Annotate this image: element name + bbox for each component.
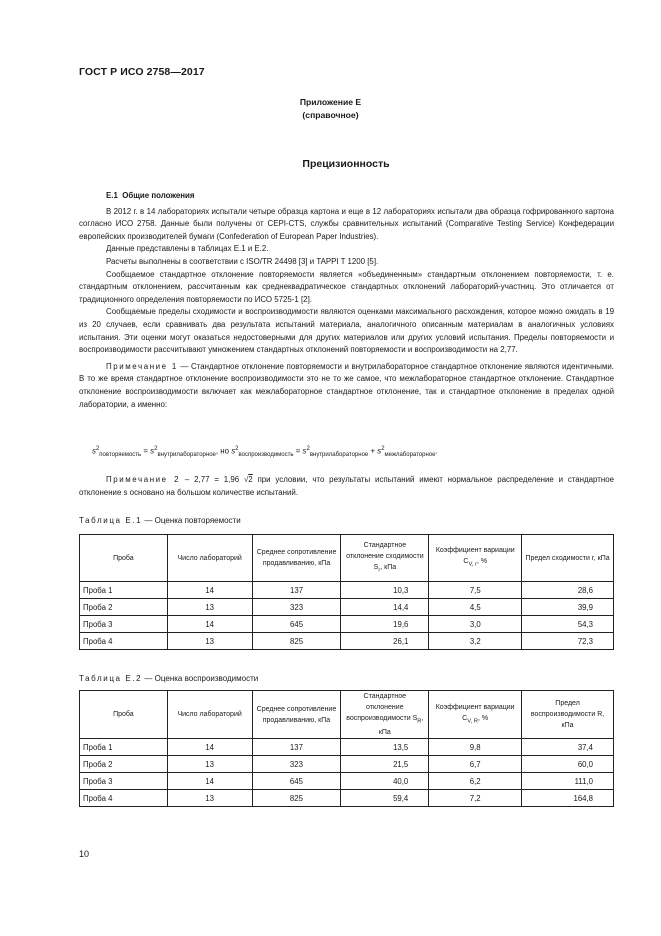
annex-heading bbox=[0, 96, 661, 122]
note-1-text: — Стандартное отклонение повторяемости и внутрилабораторное стандартное отклонение являются идентичными. В то же время стандартное отклонение воспроизводимости это не то же самое, что межлабораторное стандартное отклонение. Стандартное отклонение воспроизводимости включает как межлабораторное стандартное отклонение, так и стандартное отклонение в пределах одной лаборатории, а именно: bbox=[79, 361, 614, 409]
table-cell: Проба 4 bbox=[80, 633, 168, 650]
table-cell: Проба 3 bbox=[80, 773, 168, 790]
table-cell: 164,8 bbox=[522, 790, 614, 807]
paragraph: Сообщаемые пределы сходимости и воспроизводимости являются оценками максимального расхождения, которое можно ожидать в 19 из 20 случаев, если сравнивать два результата испытаний материала, аналогичного описанным материалам в аналогичных условиях испытания. Эти оценки могут оказаться недостоверными для других материалов или других условий испытания. Пределы повторяемости и воспроизводимости рассчитывают умножением стандартных отклонений повторяемости и воспроизводимости на 2,77. bbox=[79, 307, 614, 355]
formula-exp: 2 bbox=[306, 446, 310, 452]
table-cell: 4,5 bbox=[429, 599, 522, 616]
note-2-pre: – 2,77 = 1,96 bbox=[180, 475, 244, 484]
table-cell: 13 bbox=[167, 599, 252, 616]
table-cell: 21,5 bbox=[341, 756, 429, 773]
header-unit: , кПа bbox=[378, 715, 424, 737]
table-row bbox=[80, 616, 614, 633]
table-cell: Проба 3 bbox=[80, 616, 168, 633]
table-cell: 14 bbox=[167, 582, 252, 599]
table-cell: Проба 2 bbox=[80, 756, 168, 773]
table-header-row bbox=[80, 691, 614, 739]
table-row bbox=[80, 790, 614, 807]
table-cell: 28,6 bbox=[522, 582, 614, 599]
header-unit: , % bbox=[476, 558, 488, 566]
header-subscript: V, r bbox=[468, 561, 477, 568]
table-cell: 137 bbox=[252, 739, 341, 756]
column-header: Проба bbox=[80, 691, 168, 739]
note-1-label: Примечание 1 bbox=[106, 361, 178, 371]
table-cell: 111,0 bbox=[522, 773, 614, 790]
formula-sub: внутрилабораторное bbox=[157, 452, 216, 459]
formula-exp: 2 bbox=[235, 446, 239, 452]
table-cell: 7,2 bbox=[429, 790, 522, 807]
table-cell: 40,0 bbox=[341, 773, 429, 790]
table-cell: 323 bbox=[252, 756, 341, 773]
table-cell: 3,0 bbox=[429, 616, 522, 633]
table-cell: 13,5 bbox=[341, 739, 429, 756]
table-cell: 825 bbox=[252, 633, 341, 650]
paragraph: Сообщаемое стандартное отклонение повторяемости является «объединенным» стандартным отклонением повторяемости, т. е. стандартным отклонением, рассчитанным как среднеквадратическое стандартных отклонений лабораторий-участниц. Это отличается от традиционного определения повторяемости по ИСО 5725-1 [2]. bbox=[79, 269, 614, 304]
table-cell: 37,4 bbox=[522, 739, 614, 756]
formula-sub: внутрилабораторное bbox=[309, 452, 369, 459]
table-row bbox=[80, 633, 614, 650]
formula-op: . bbox=[435, 446, 438, 456]
header-text: Стандартное отклонение сходимости S bbox=[346, 541, 424, 571]
formula-sub: воспроизводимость bbox=[238, 452, 294, 459]
formula-exp: 2 bbox=[381, 446, 385, 452]
header-text: Стандартное отклонение воспроизводимости S bbox=[346, 693, 418, 722]
table-cell: Проба 1 bbox=[80, 739, 168, 756]
formula-symbol: s bbox=[302, 446, 307, 456]
table-2-label: Таблица Е.2 bbox=[79, 674, 143, 683]
table-1-title: — Оценка повторяемости bbox=[142, 516, 241, 525]
table-cell: 6,2 bbox=[429, 773, 522, 790]
sqrt-radicand: 2 bbox=[248, 475, 253, 484]
table-cell: 19,6 bbox=[341, 616, 429, 633]
table-cell: 9,8 bbox=[429, 739, 522, 756]
table-cell: 60,0 bbox=[522, 756, 614, 773]
formula-sub: повторяемость bbox=[99, 452, 142, 459]
table-row bbox=[80, 739, 614, 756]
header-subscript: r bbox=[378, 567, 381, 574]
table-cell: 3,2 bbox=[429, 633, 522, 650]
section-heading bbox=[79, 190, 614, 203]
column-header: Предел сходимости r, кПа bbox=[522, 535, 614, 582]
column-header: Число лабораторий bbox=[167, 535, 252, 582]
table-row bbox=[80, 773, 614, 790]
table-cell: 645 bbox=[252, 616, 341, 633]
repeatability-table bbox=[79, 534, 614, 650]
table-cell: 14 bbox=[167, 616, 252, 633]
table-cell: Проба 4 bbox=[80, 790, 168, 807]
formula-exp: 2 bbox=[95, 446, 100, 452]
table-1-label: Таблица Е.1 bbox=[79, 516, 143, 525]
table-cell: Проба 2 bbox=[80, 599, 168, 616]
column-header bbox=[341, 691, 429, 739]
table-cell: 13 bbox=[167, 756, 252, 773]
table-cell: 39,9 bbox=[522, 599, 614, 616]
table-cell: 7,5 bbox=[429, 582, 522, 599]
table-row bbox=[80, 582, 614, 599]
table-cell: 26,1 bbox=[341, 633, 429, 650]
formula-op: = bbox=[293, 446, 303, 456]
paragraph: Данные представлены в таблицах Е.1 и Е.2. bbox=[106, 244, 269, 254]
column-header: Предел воспроизводимости R, кПа bbox=[522, 691, 614, 739]
note-2 bbox=[79, 474, 614, 499]
column-header bbox=[341, 535, 429, 582]
header-subscript: R bbox=[417, 718, 422, 725]
formula-symbol: s bbox=[150, 446, 155, 456]
page-number: 10 bbox=[79, 849, 90, 859]
table-cell: 645 bbox=[252, 773, 341, 790]
formula-op: = bbox=[141, 446, 151, 456]
table-cell: 6,7 bbox=[429, 756, 522, 773]
formula-op: , но bbox=[215, 446, 232, 456]
column-header: Число лабораторий bbox=[167, 691, 252, 739]
body-text bbox=[79, 190, 614, 411]
table-cell: 59,4 bbox=[341, 790, 429, 807]
column-header: Проба bbox=[80, 535, 168, 582]
header-unit: , % bbox=[478, 715, 489, 722]
formula-op: + bbox=[368, 446, 378, 456]
table-cell: 10,3 bbox=[341, 582, 429, 599]
column-header: Среднее сопротивление продавливанию, кПа bbox=[252, 535, 341, 582]
formula-symbol: s bbox=[231, 446, 236, 456]
annex-main-heading: Прецизионность bbox=[302, 158, 390, 170]
table-cell: 137 bbox=[252, 582, 341, 599]
table-row bbox=[80, 756, 614, 773]
standard-designation: ГОСТ Р ИСО 2758—2017 bbox=[79, 66, 205, 78]
formula-exp: 2 bbox=[154, 446, 158, 452]
sqrt-symbol: √2 bbox=[243, 475, 253, 484]
note-2-text: при условии, что результаты испытаний имеют нормальное распределение и стандартное отклонение s основано на большом количестве испытаний. bbox=[79, 475, 614, 497]
table-cell: 14,4 bbox=[341, 599, 429, 616]
section-title: Общие положения bbox=[122, 191, 195, 200]
table-cell: Проба 1 bbox=[80, 582, 168, 599]
table-2-title: — Оценка воспроизводимости bbox=[142, 674, 259, 683]
table-2-caption bbox=[79, 674, 258, 683]
header-text: Коэффициент вариации C bbox=[435, 547, 515, 566]
reproducibility-table bbox=[79, 690, 614, 807]
table-cell: 72,3 bbox=[522, 633, 614, 650]
annex-title: Приложение Е bbox=[299, 97, 362, 107]
table-cell: 14 bbox=[167, 739, 252, 756]
table-cell: 825 bbox=[252, 790, 341, 807]
column-header: Среднее сопротивление продавливанию, кПа bbox=[252, 691, 341, 739]
column-header bbox=[429, 691, 522, 739]
formula-sub: межлабораторное bbox=[384, 452, 436, 459]
header-text: Коэффициент вариации C bbox=[435, 704, 515, 722]
header-subscript: V, R bbox=[467, 718, 479, 725]
table-cell: 13 bbox=[167, 633, 252, 650]
table-cell: 54,3 bbox=[522, 616, 614, 633]
header-unit: , кПа bbox=[380, 563, 397, 571]
paragraph: Расчеты выполнены в соответствии с ISO/TR 24498 [3] и TAPPI T 1200 [5]. bbox=[106, 256, 379, 266]
note-2-label: Примечание 2 bbox=[106, 475, 181, 484]
table-cell: 323 bbox=[252, 599, 341, 616]
formula-symbol: s bbox=[92, 446, 96, 456]
table-cell: 14 bbox=[167, 773, 252, 790]
table-header-row bbox=[80, 535, 614, 582]
annex-subtitle: (справочное) bbox=[302, 110, 359, 120]
formula-symbol: s bbox=[377, 446, 382, 456]
paragraph: В 2012 г. в 14 лабораториях испытали четыре образца картона и еще в 12 лабораториях испытали два образца гофрированного картона согласно ИСО 2758. Данные были получены от CEPI-CTS, службы сравнительных испытаний (Comparative Testing Service) Конфедерации европейских производителей бумаги (Confederation of European Paper Industries). bbox=[79, 206, 614, 241]
table-cell: 13 bbox=[167, 790, 252, 807]
column-header bbox=[429, 535, 522, 582]
section-number: Е.1 bbox=[106, 191, 118, 200]
table-row bbox=[80, 599, 614, 616]
note-1 bbox=[79, 361, 614, 411]
table-1-caption bbox=[79, 516, 241, 525]
variance-formula bbox=[92, 446, 438, 458]
